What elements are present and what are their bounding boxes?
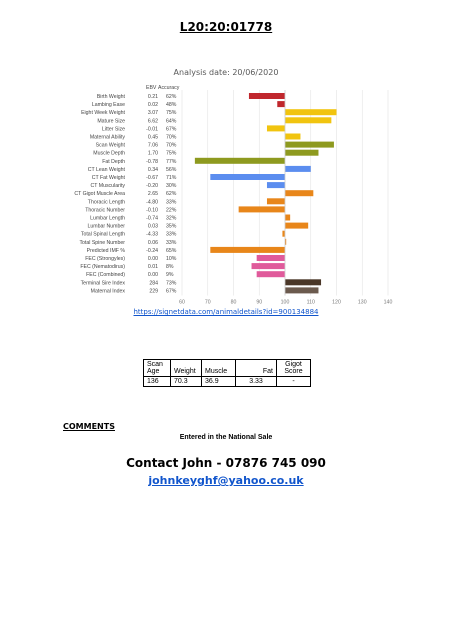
cell-muscle: 36.9: [202, 377, 236, 387]
cell-gigot-score: -: [277, 377, 311, 387]
accuracy-value: 77%: [166, 158, 177, 165]
ebv-bar-chart: [0, 0, 452, 306]
header-fat: Fat: [236, 360, 277, 377]
x-tick-label: 110: [306, 299, 315, 306]
ebv-value: 7.06: [147, 142, 158, 149]
bar: [277, 101, 285, 107]
cell-fat: 3.33: [236, 377, 277, 387]
comments-label: COMMENTS: [63, 422, 115, 431]
bar: [285, 134, 300, 140]
accuracy-value: 71%: [166, 175, 177, 181]
bar: [285, 215, 290, 221]
document-title: L20:20:01778: [179, 20, 273, 34]
bar: [285, 287, 318, 293]
ebv-value: -4.80: [146, 199, 158, 206]
category-label: CT Lean Weight: [87, 166, 125, 173]
ebv-value: 229: [149, 288, 158, 295]
header-scan-age: Scan Age: [144, 360, 171, 377]
accuracy-value: 70%: [166, 134, 177, 141]
ebv-value: 0.21: [147, 94, 158, 100]
x-tick-label: 60: [179, 299, 185, 306]
bar: [210, 247, 285, 253]
accuracy-value: 8%: [166, 264, 174, 271]
x-tick-label: 120: [332, 299, 341, 306]
category-label: Thoracic Length: [87, 199, 125, 206]
x-tick-label: 70: [204, 299, 211, 306]
category-label: Mature Size: [97, 118, 125, 125]
contact-phone: Contact John - 07876 745 090: [126, 456, 326, 470]
category-label: Lambing Ease: [91, 102, 125, 109]
ebv-value: 0.34: [147, 166, 158, 173]
accuracy-value: 73%: [166, 280, 177, 287]
accuracy-value: 70%: [166, 142, 177, 149]
x-tick-label: 80: [230, 299, 237, 306]
bar: [285, 223, 308, 229]
bar: [285, 166, 311, 172]
category-label: CT Fat Weight: [91, 175, 125, 181]
bar: [285, 109, 337, 115]
accuracy-value: 62%: [166, 94, 177, 100]
accuracy-value: 10%: [166, 256, 177, 262]
bar: [285, 150, 318, 156]
cell-weight: 70.3: [171, 377, 202, 387]
x-tick-label: 130: [357, 299, 367, 306]
ebv-value: 3.07: [147, 110, 158, 117]
accuracy-value: 56%: [166, 166, 177, 173]
bar: [257, 255, 285, 261]
accuracy-value: 67%: [166, 288, 177, 295]
ebv-value: 0.45: [147, 134, 158, 141]
category-label: Terminal Sire Index: [80, 280, 125, 287]
ebv-value: 6.62: [147, 118, 158, 125]
category-label: Lumbar Number: [87, 223, 125, 230]
bar: [257, 271, 285, 277]
accuracy-value: 33%: [166, 199, 177, 206]
x-tick-label: 140: [383, 299, 393, 306]
category-label: Litter Size: [101, 126, 125, 133]
ebv-value: -0.67: [146, 175, 158, 181]
ebv-value: 0.02: [147, 102, 158, 109]
bar: [267, 125, 285, 131]
bar: [267, 182, 285, 188]
category-label: Maternal Index: [90, 288, 125, 295]
accuracy-value: 62%: [166, 191, 177, 198]
accuracy-value: 75%: [166, 150, 177, 157]
ebv-value: -0.78: [146, 158, 158, 165]
ebv-value: 284: [149, 280, 158, 287]
category-label: Eight Week Weight: [81, 110, 125, 117]
ebv-value: -0.01: [146, 126, 158, 133]
category-label: Predicted IMF %: [86, 247, 125, 254]
category-label: Lumbar Length: [90, 215, 125, 222]
header-muscle: Muscle: [202, 360, 236, 377]
bar: [285, 142, 334, 148]
bar: [285, 117, 331, 123]
ebv-value: -0.10: [146, 207, 158, 214]
comments-text: Entered in the National Sale: [179, 434, 273, 441]
ebv-value: 1.70: [147, 150, 158, 157]
category-label: FEC (Nematodirus): [80, 264, 125, 271]
table-header-row: [144, 360, 311, 377]
ebv-value: 0.00: [147, 272, 158, 279]
ebv-value: 2.65: [147, 191, 158, 198]
header-gigot-score: Gigot Score: [277, 360, 311, 377]
category-label: Thoracic Number: [85, 207, 125, 214]
bar: [249, 93, 285, 99]
bar: [267, 198, 285, 204]
accuracy-column-header: Accuracy: [158, 85, 180, 91]
accuracy-value: 65%: [166, 247, 177, 254]
category-label: Birth Weight: [96, 94, 125, 100]
bar: [210, 174, 285, 180]
ebv-value: -0.24: [146, 247, 158, 254]
category-label: Fat Depth: [102, 158, 125, 165]
ebv-column-header: EBV: [146, 85, 157, 91]
category-label: FEC (Combined): [86, 272, 125, 279]
accuracy-value: 9%: [166, 272, 174, 279]
ebv-value: 0.03: [147, 223, 158, 230]
ebv-value: -0.74: [146, 215, 158, 222]
accuracy-value: 35%: [166, 223, 177, 230]
accuracy-value: 67%: [166, 126, 177, 133]
bar: [195, 158, 285, 164]
x-tick-label: 100: [280, 299, 290, 306]
chart-title: Analysis date: 20/06/2020: [173, 68, 279, 77]
accuracy-value: 33%: [166, 231, 177, 238]
accuracy-value: 48%: [166, 102, 177, 109]
ebv-value: -4.33: [146, 231, 158, 238]
bar: [252, 263, 285, 269]
accuracy-value: 30%: [166, 183, 177, 190]
category-label: CT Muscularity: [90, 183, 125, 190]
bar: [285, 190, 313, 196]
animal-details-link[interactable]: https://signetdata.com/animaldetails?id=900134884: [133, 308, 319, 316]
accuracy-value: 22%: [166, 207, 177, 214]
category-label: Muscle Depth: [93, 150, 125, 157]
bar: [239, 206, 285, 212]
ebv-value: 0.00: [147, 256, 158, 262]
scan-results-table: [143, 359, 311, 387]
x-tick-label: 90: [256, 299, 263, 306]
accuracy-value: 32%: [166, 215, 177, 222]
category-label: Scan Weight: [95, 142, 125, 149]
category-label: Maternal Ability: [89, 134, 125, 141]
bar: [285, 279, 321, 285]
contact-email-link[interactable]: johnkeyghf@yahoo.co.uk: [148, 474, 304, 487]
ebv-value: -0.20: [146, 183, 158, 190]
header-weight: Weight: [171, 360, 202, 377]
category-label: Total Spine Number: [79, 239, 125, 246]
accuracy-value: 75%: [166, 110, 177, 117]
category-label: FEC (Strongyles): [85, 256, 125, 262]
table-row: [144, 377, 311, 387]
ebv-value: 0.06: [147, 239, 158, 246]
accuracy-value: 33%: [166, 239, 177, 246]
cell-scan-age: 136: [144, 377, 171, 387]
category-label: Total Spinal Length: [80, 231, 125, 238]
ebv-value: 0.01: [147, 264, 158, 271]
category-label: CT Gigot Muscle Area: [74, 191, 125, 198]
accuracy-value: 64%: [166, 118, 177, 125]
